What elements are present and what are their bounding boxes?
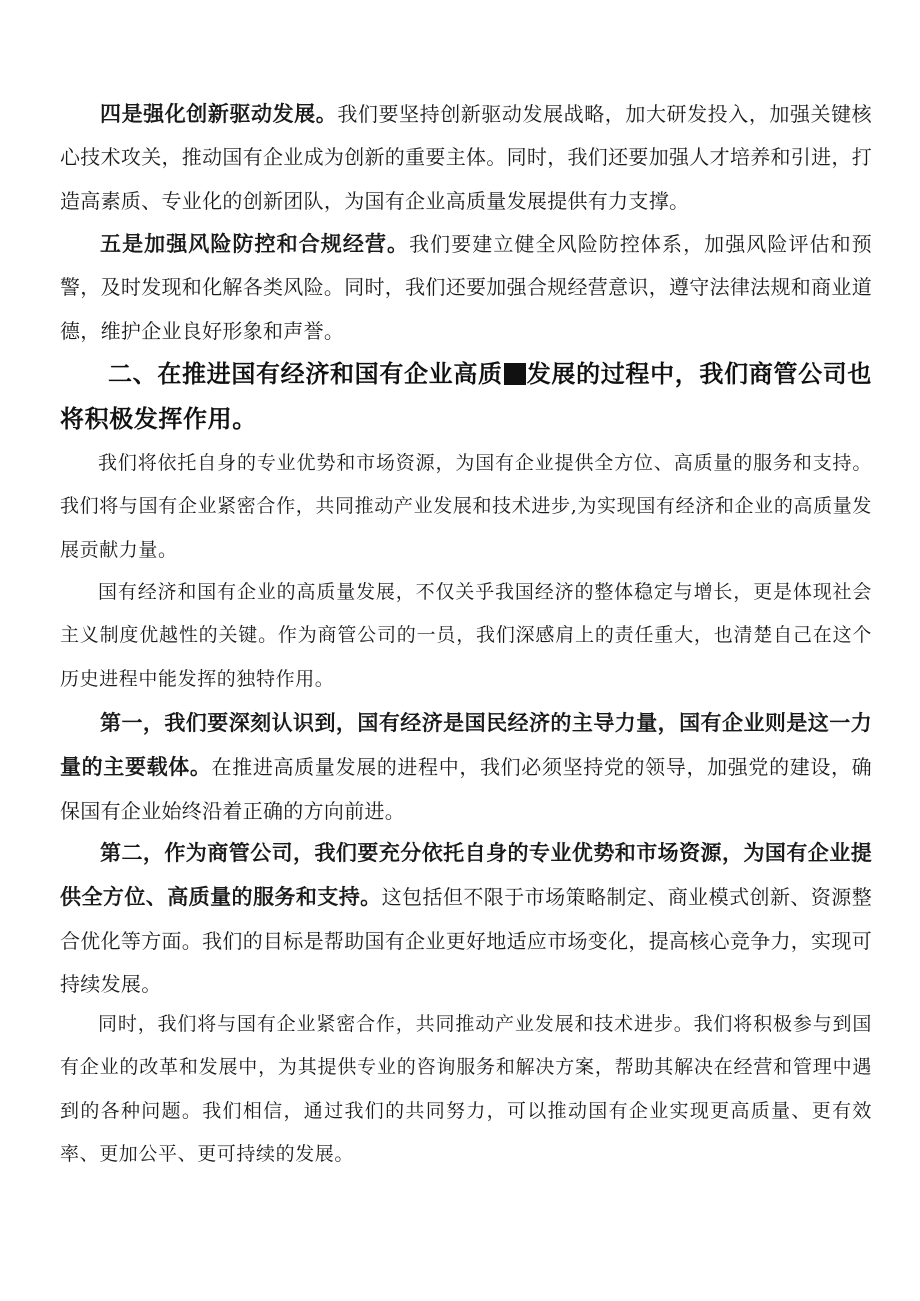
paragraph-first-point xyxy=(60,701,872,833)
paragraph-lead: 五是加强风险防控和合规经营。 xyxy=(100,231,410,256)
paragraph-lead: 第一，我们要深刻认识到，国有经济是国民经济的主导力量，国有企业则是这一力量的主要载体。 xyxy=(60,710,872,780)
paragraph-body: 这包括但不限于市场策略制定、商业模式创新、资源整合优化等方面。我们的目标是帮助国有企业更好地适应市场变化，提高核心竞争力，实现可持续发展。 xyxy=(60,885,872,997)
paragraph-body: 国有经济和国有企业的高质量发展，不仅关乎我国经济的整体稳定与增长，更是体现社会主义制度优越性的关键。作为商管公司的一员，我们深感肩上的责任重大，也清楚自己在这个历史进程中能发挥的独特作用。 xyxy=(60,581,872,690)
paragraph-body: 我们将依托自身的专业优势和市场资源，为国有企业提供全方位、高质量的服务和支持。我们将与国有企业紧密合作，共同推动产业发展和技术进步,为实现国有经济和企业的高质量发展贡献力量。 xyxy=(60,452,872,561)
paragraph-lead: 第二，作为商管公司，我们要充分依托自身的专业优势和市场资源，为国有企业提供全方位、高质量的服务和支持。 xyxy=(60,840,872,910)
paragraph-lead: 四是强化创新驱动发展。 xyxy=(100,101,338,126)
paragraph-body: 我们要坚持创新驱动发展战略，加大研发投入，加强关键核心技术攻关，推动国有企业成为创新的重要主体。同时，我们还要加强人才培养和引进，打造高素质、专业化的创新团队，为国有企业高质量发展提供有力支撑。 xyxy=(60,102,872,213)
paragraph-services xyxy=(60,442,872,572)
paragraph-cooperation xyxy=(60,1003,872,1177)
paragraph-body: 在推进高质量发展的进程中，我们必须坚持党的领导，加强党的建设，确保国有企业始终沿着正确的方向前进。 xyxy=(60,755,872,823)
paragraph-responsibility xyxy=(60,571,872,701)
paragraph-risk-control xyxy=(60,222,872,353)
paragraph-body: 我们要建立健全风险防控体系，加强风险评估和预警，及时发现和化解各类风险。同时，我们还要加强合规经营意识，遵守法律法规和商业道德，维护企业良好形象和声誉。 xyxy=(60,232,872,343)
section-heading xyxy=(60,352,872,442)
heading-text-start: 二、在推进国有经济和国有企业高质 xyxy=(108,360,503,388)
paragraph-innovation xyxy=(60,92,872,223)
heading-text-end: 发展的过程中，我们商管公司也将积极发挥作用。 xyxy=(60,360,872,433)
redaction-mark xyxy=(504,363,526,385)
paragraph-second-point xyxy=(60,831,872,1007)
paragraph-body: 同时，我们将与国有企业紧密合作，共同推动产业发展和技术进步。我们将积极参与到国有企业的改革和发展中，为其提供专业的咨询服务和解决方案，帮助其解决在经营和管理中遇到的各种问题。我们相信，通过我们的共同努力，可以推动国有企业实现更高质量、更有效率、更加公平、更可持续的发展。 xyxy=(60,1013,872,1166)
